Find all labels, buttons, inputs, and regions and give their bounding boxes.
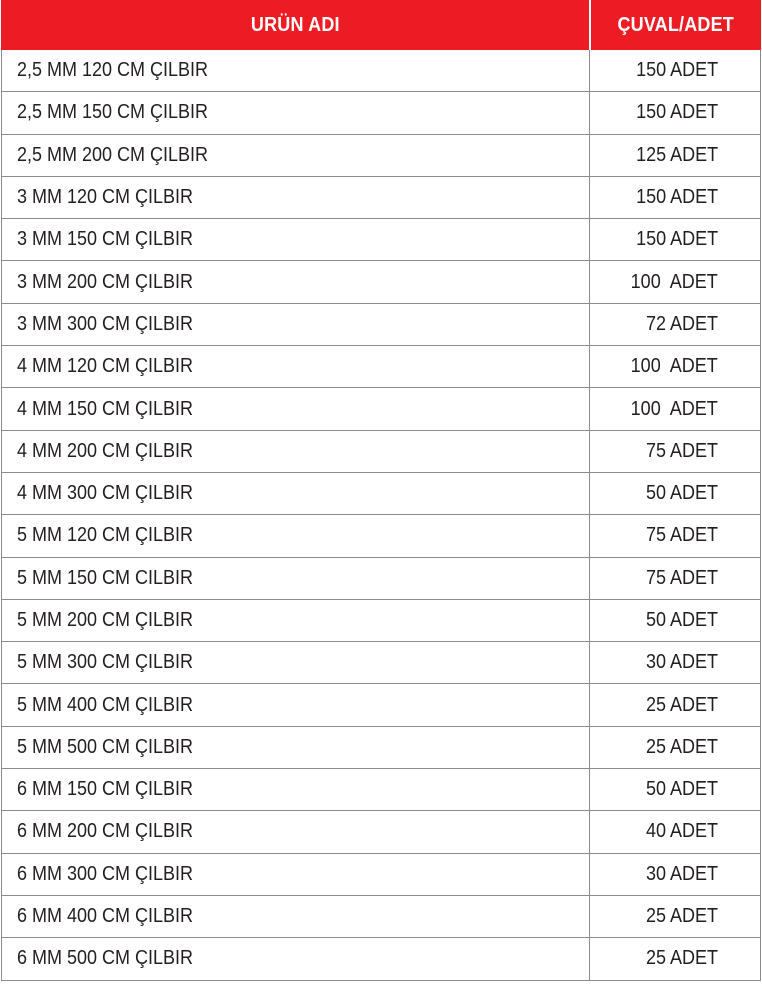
product-name-cell — [1, 684, 590, 725]
product-name-cell — [1, 177, 590, 218]
product-name-cell — [1, 896, 590, 937]
product-name: 6 MM 500 CM ÇILBIR — [17, 947, 194, 970]
header-quantity-label: ÇUVAL/ADET — [617, 13, 735, 36]
quantity-cell — [590, 177, 761, 218]
product-name-cell — [1, 473, 590, 514]
quantity-cell — [590, 854, 761, 895]
table-header — [1, 0, 761, 50]
product-name: 6 MM 400 CM ÇILBIR — [17, 905, 194, 928]
header-product-name-label: URÜN ADI — [250, 13, 340, 36]
quantity-cell — [590, 473, 761, 514]
quantity-cell — [590, 304, 761, 345]
product-name: 6 MM 150 CM ÇILBIR — [17, 778, 194, 801]
quantity-value: 50 ADET — [645, 778, 718, 801]
product-name-cell — [1, 769, 590, 810]
product-name-cell — [1, 261, 590, 302]
table-row — [1, 854, 761, 896]
header-quantity — [591, 0, 761, 50]
table-row — [1, 473, 761, 515]
table-row — [1, 769, 761, 811]
quantity-value: 150 ADET — [635, 186, 718, 209]
quantity-value: 75 ADET — [645, 439, 718, 462]
product-name-cell — [1, 92, 590, 133]
table-row — [1, 600, 761, 642]
product-name: 5 MM 150 CM CILBIR — [17, 566, 194, 589]
product-name-cell — [1, 219, 590, 260]
quantity-cell — [590, 515, 761, 556]
product-name: 6 MM 300 CM ÇILBIR — [17, 862, 194, 885]
quantity-cell — [590, 219, 761, 260]
quantity-cell — [590, 642, 761, 683]
table-row — [1, 388, 761, 430]
product-name: 3 MM 200 CM ÇILBIR — [17, 270, 194, 293]
quantity-value: 100 ADET — [630, 397, 718, 420]
table-row — [1, 938, 761, 980]
product-name-cell — [1, 811, 590, 852]
product-name-cell — [1, 642, 590, 683]
table-row — [1, 261, 761, 303]
quantity-value: 150 ADET — [635, 228, 718, 251]
quantity-cell — [590, 684, 761, 725]
product-name-cell — [1, 938, 590, 979]
product-name-cell — [1, 135, 590, 176]
header-product-name — [1, 0, 591, 50]
quantity-cell — [590, 431, 761, 472]
product-name-cell — [1, 727, 590, 768]
quantity-cell — [590, 261, 761, 302]
quantity-value: 25 ADET — [645, 735, 718, 758]
quantity-cell — [590, 811, 761, 852]
quantity-value: 25 ADET — [645, 693, 718, 716]
table-row — [1, 642, 761, 684]
quantity-value: 75 ADET — [645, 524, 718, 547]
product-name: 2,5 MM 200 CM ÇILBIR — [17, 143, 209, 166]
table-row — [1, 346, 761, 388]
quantity-cell — [590, 346, 761, 387]
quantity-value: 100 ADET — [630, 270, 718, 293]
quantity-value: 30 ADET — [645, 862, 718, 885]
product-name-cell — [1, 304, 590, 345]
quantity-cell — [590, 769, 761, 810]
table-body — [1, 50, 761, 981]
table-row — [1, 92, 761, 134]
quantity-value: 50 ADET — [645, 482, 718, 505]
product-name-cell — [1, 600, 590, 641]
quantity-value: 25 ADET — [645, 905, 718, 928]
table-row — [1, 811, 761, 853]
table-row — [1, 219, 761, 261]
product-name: 4 MM 120 CM ÇILBIR — [17, 355, 194, 378]
product-name-cell — [1, 50, 590, 91]
quantity-value: 125 ADET — [635, 143, 718, 166]
table-row — [1, 135, 761, 177]
quantity-value: 150 ADET — [635, 101, 718, 124]
product-name: 3 MM 150 CM ÇILBIR — [17, 228, 194, 251]
quantity-value: 40 ADET — [645, 820, 718, 843]
quantity-cell — [590, 938, 761, 979]
product-name: 5 MM 300 CM ÇILBIR — [17, 651, 194, 674]
table-row — [1, 177, 761, 219]
quantity-value: 50 ADET — [645, 609, 718, 631]
table-row — [1, 896, 761, 938]
product-name: 5 MM 500 CM ÇILBIR — [17, 735, 194, 758]
table-row — [1, 558, 761, 600]
product-name-cell — [1, 388, 590, 429]
quantity-cell — [590, 92, 761, 133]
product-name: 3 MM 120 CM ÇILBIR — [17, 186, 194, 209]
product-name: 2,5 MM 150 CM ÇILBIR — [17, 101, 209, 124]
product-name-cell — [1, 558, 590, 599]
product-name: 4 MM 200 CM ÇILBIR — [17, 439, 194, 462]
quantity-cell — [590, 896, 761, 937]
quantity-value: 72 ADET — [645, 312, 718, 335]
product-name: 3 MM 300 CM ÇILBIR — [17, 312, 194, 335]
table-row — [1, 684, 761, 726]
product-name: 4 MM 150 CM ÇILBIR — [17, 397, 194, 420]
product-name: 5 MM 120 CM ÇILBIR — [17, 524, 194, 547]
quantity-value: 100 ADET — [630, 355, 718, 378]
table-row — [1, 515, 761, 557]
table-row — [1, 727, 761, 769]
product-name: 5 MM 400 CM ÇILBIR — [17, 693, 194, 716]
quantity-cell — [590, 135, 761, 176]
quantity-cell — [590, 388, 761, 429]
quantity-cell — [590, 600, 761, 641]
quantity-cell — [590, 558, 761, 599]
quantity-value: 75 ADET — [645, 566, 718, 589]
table-row — [1, 50, 761, 92]
quantity-cell — [590, 727, 761, 768]
quantity-cell — [590, 50, 761, 91]
table-row — [1, 431, 761, 473]
product-name: 2,5 MM 120 CM ÇILBIR — [17, 59, 209, 82]
product-name-cell — [1, 515, 590, 556]
quantity-value: 150 ADET — [635, 59, 718, 82]
product-table — [1, 0, 761, 981]
product-name: 6 MM 200 CM ÇILBIR — [17, 820, 194, 843]
product-name-cell — [1, 431, 590, 472]
table-row — [1, 304, 761, 346]
product-name: 4 MM 300 CM ÇILBIR — [17, 482, 194, 505]
quantity-value: 30 ADET — [645, 651, 718, 674]
quantity-value: 25 ADET — [645, 947, 718, 970]
product-name: 5 MM 200 CM ÇILBIR — [17, 609, 194, 631]
product-name-cell — [1, 854, 590, 895]
product-name-cell — [1, 346, 590, 387]
